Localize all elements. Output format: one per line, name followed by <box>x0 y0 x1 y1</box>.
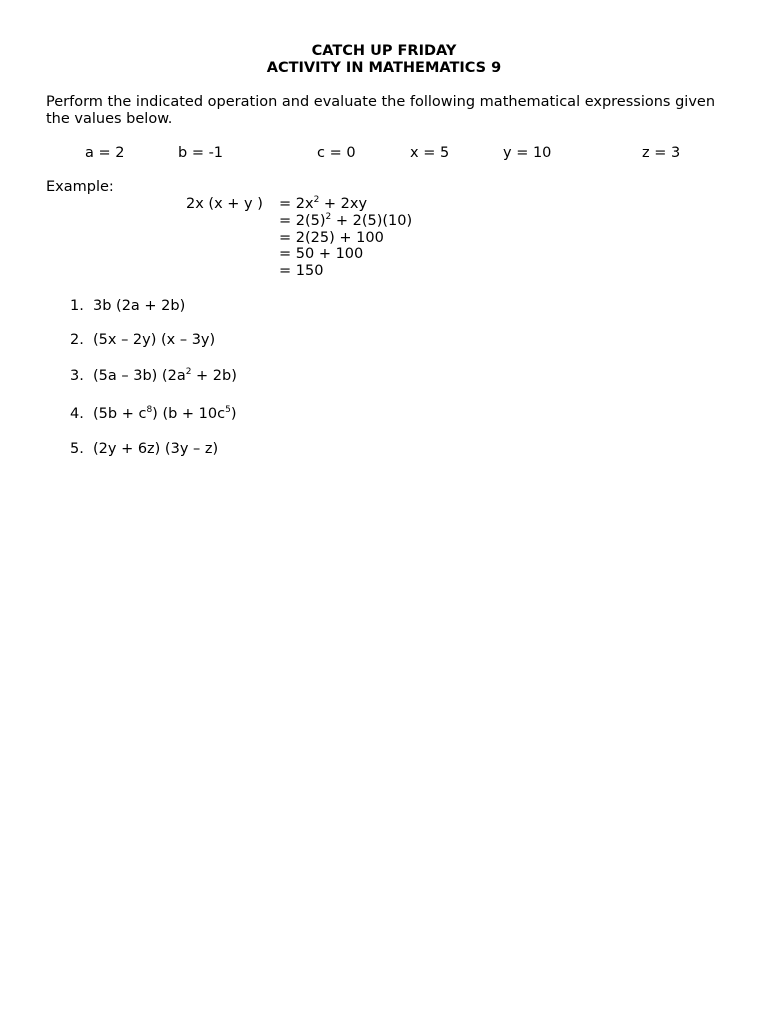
exponent: 2 <box>185 367 192 377</box>
item-number: 2. <box>70 332 84 348</box>
item-number: 4. <box>70 406 84 422</box>
instructions-text: Perform the indicated operation and evaluate the following mathematical expressions given the values below. <box>46 94 716 127</box>
problem-item: (2y + 6z) (3y – z) <box>93 441 219 457</box>
given-value-c: c = 0 <box>317 145 356 161</box>
exponent: 2 <box>325 212 332 222</box>
problem-item: $(5b + c^8)$ $(b + 10c^5)$ <box>93 405 237 422</box>
exponent: 2 <box>313 195 320 205</box>
example-step: = 50 + 100 <box>279 246 364 262</box>
example-label: Example: <box>46 179 114 195</box>
problem-item: (5a – 3b) $(2a^2 + 2b)$ <box>93 367 237 384</box>
problem-item: (5x – 2y) (x – 3y) <box>93 332 216 348</box>
item-number: 1. <box>70 298 84 314</box>
example-step: = 150 <box>279 263 324 279</box>
exponent: 8 <box>146 405 153 415</box>
problem-item: 3b (2a + 2b) <box>93 298 186 314</box>
worksheet-subtitle: ACTIVITY IN MATHEMATICS 9 <box>266 60 502 76</box>
given-value-a: a = 2 <box>85 145 125 161</box>
example-step: = $2x^2 + 2xy$ <box>279 195 368 212</box>
given-value-x: x = 5 <box>410 145 450 161</box>
item-number: 5. <box>70 441 84 457</box>
given-value-b: b = -1 <box>178 145 224 161</box>
given-value-z: z = 3 <box>642 145 681 161</box>
example-expression: 2x (x + y ) <box>186 196 263 212</box>
worksheet-title: CATCH UP FRIDAY <box>311 43 457 59</box>
example-step: = $2(5)^2 + 2(5)(10)$ <box>279 212 413 229</box>
example-step: = 2(25) + 100 <box>279 230 384 246</box>
given-value-y: y = 10 <box>503 145 552 161</box>
exponent: 5 <box>225 405 231 415</box>
item-number: 3. <box>70 368 84 384</box>
